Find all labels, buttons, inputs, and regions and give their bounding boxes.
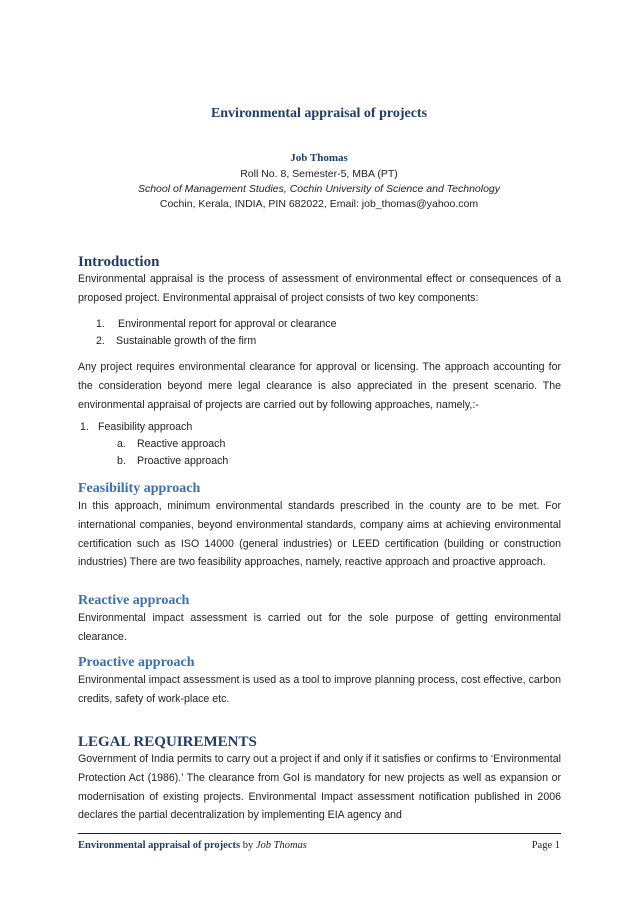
list-text: Reactive approach [137,438,226,450]
feasibility-heading: Feasibility approach [78,481,201,496]
school-affiliation: School of Management Studies, Cochin University of Science and Technology [137,183,501,195]
address-email: Cochin, Kerala, INDIA, PIN 682022, Email: job_thomas@yahoo.com [159,198,479,210]
proactive-heading: Proactive approach [78,655,195,670]
introduction-paragraph-1: Environmental appraisal is the process of assessment of environmental effect or consequences of a proposed project. Environmental appraisal of project consists of two key components: [78,273,561,304]
list-letter: a. [117,438,126,450]
list-number: 2. [96,335,105,347]
introduction-paragraph-2: Any project requires environmental clearance for approval or licensing. The approach accounting for the consideration beyond mere legal clearance is also appreciated in the present scenario. The environmental appraisal of projects are carried out by following approaches, namely,:- [78,361,561,411]
list-text: Proactive approach [137,455,229,467]
list-text: Sustainable growth of the firm [116,335,257,347]
legal-requirements-heading: LEGAL REQUIREMENTS [78,734,257,750]
sub-item-a [117,436,225,452]
list-letter: b. [117,455,126,467]
legal-requirements-paragraph: Government of India permits to carry out a project if and only if it satisfies or confirms to ‘Environmental Protection Act (1986).’ The clearance from GoI is mandatory for new projects as well as expansion or modernisation of existing projects. Environmental Impact assessment notification published in 2006 declares the partial decentralization by implementing EIA agency and [78,753,561,822]
page-number: Page 1 [531,840,560,851]
roll-number: Roll No. 8, Semester-5, MBA (PT) [240,168,398,180]
footer-doc-title: Environmental appraisal of projects [78,840,241,851]
component-item-2 [96,333,256,349]
component-item-1 [96,316,336,332]
reactive-paragraph: Environmental impact assessment is carried out for the sole purpose of getting environmental clearance. [78,612,561,643]
author-name: Job Thomas [290,152,348,164]
approach-item-1 [80,419,192,435]
list-text: Environmental report for approval or clearance [118,318,337,330]
footer-author: Job Thomas [255,840,307,851]
document-title: Environmental appraisal of projects [210,106,428,121]
feasibility-paragraph: In this approach, minimum environmental standards prescribed in the county are to be met. For international companies, beyond environmental standards, company aims at achieving environmental certification such as ISO 14000 (general industries) or LEED certification (building or construction industries) There are two feasibility approaches, namely, reactive approach and proactive approach. [78,500,561,569]
footer-by: by [242,840,254,851]
proactive-paragraph: Environmental impact assessment is used as a tool to improve planning process, cost effective, carbon credits, safety of work-place etc. [78,674,561,705]
footer-title [78,840,307,851]
sub-item-b [117,453,228,469]
list-number: 1. [80,421,89,433]
footer-divider [78,833,561,834]
list-text: Feasibility approach [98,421,193,433]
list-number: 1. [96,318,105,330]
reactive-heading: Reactive approach [78,593,190,608]
introduction-heading: Introduction [78,254,160,270]
